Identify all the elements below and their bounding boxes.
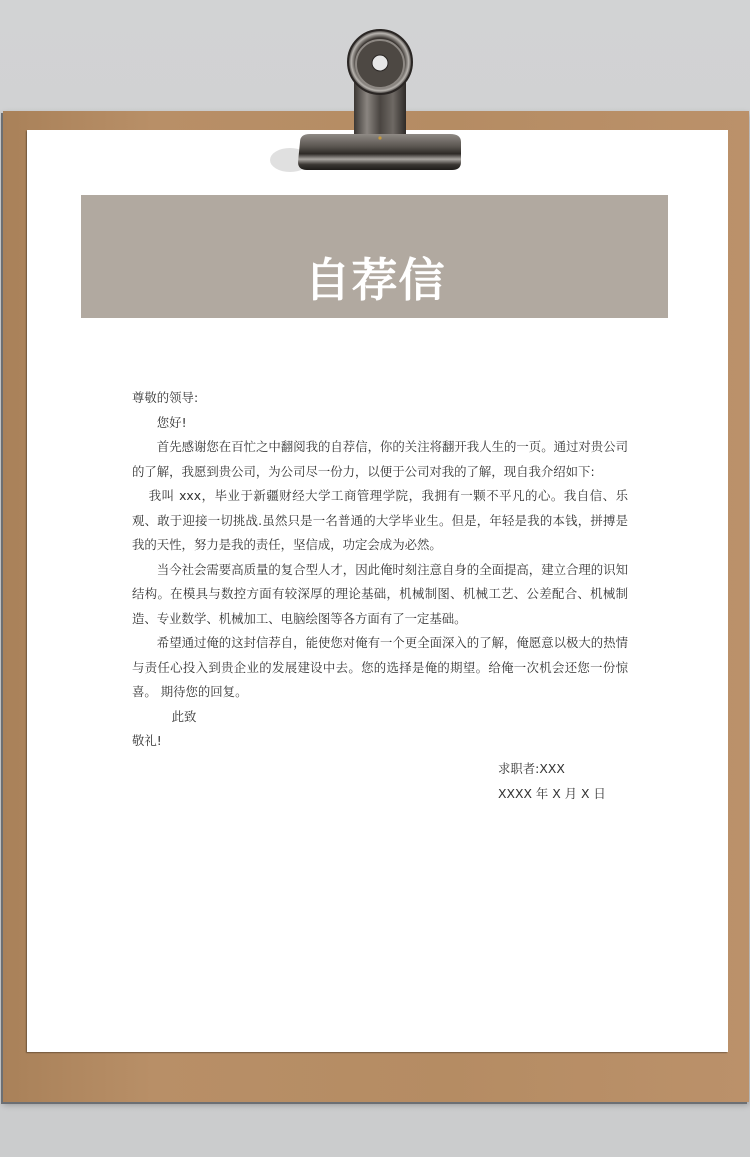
signature: 求职者:XXX <box>498 761 565 776</box>
paragraph-skills: 当今社会需要高质量的复合型人才，因此俺时刻注意自身的全面提高，建立合理的识知结构。在模具与数控方面有较深厚的理论基础，机械制图、机械工艺、公差配合、机械制造、专业数学、机械加工、电脑绘图等各方面有了一定基础。 <box>132 561 628 626</box>
page-title: 自荐信 <box>304 253 446 307</box>
greeting: 您好! <box>156 414 187 430</box>
paragraph-intro: 首先感谢您在百忙之中翻阅我的自荐信，你的关注将翻开我人生的一页。通过对贵公司的了解，我愿到贵公司，为公司尽一份力，以便于公司对我的了解，现自我介绍如下: <box>132 439 628 479</box>
paragraph-self-introduction: 我叫 xxx，毕业于新疆财经大学工商管理学院，我拥有一颗不平凡的心。我自信、乐观、敢于迎接一切挑战.虽然只是一名普通的大学毕业生。但是，年轻是我的本钱，拼搏是我的天性，努力是我的责任，坚信成，功定会成为必然。 <box>132 488 628 552</box>
date: XXXX 年 X 月 X 日 <box>498 785 606 801</box>
closing-line-2: 敬礼! <box>132 733 162 748</box>
paragraph-closing-hope: 希望通过俺的这封信荐自，能使您对俺有一个更全面深入的了解，俺愿意以极大的热情与责任心投入到贵企业的发展建设中去。您的选择是俺的期望。给俺一次机会还您一份惊喜。 期待您的回复。 <box>132 635 628 699</box>
closing-line-1: 此致 <box>171 708 197 724</box>
signature-block <box>498 757 606 806</box>
salutation: 尊敬的领导: <box>132 390 199 405</box>
letter-body <box>132 386 628 754</box>
